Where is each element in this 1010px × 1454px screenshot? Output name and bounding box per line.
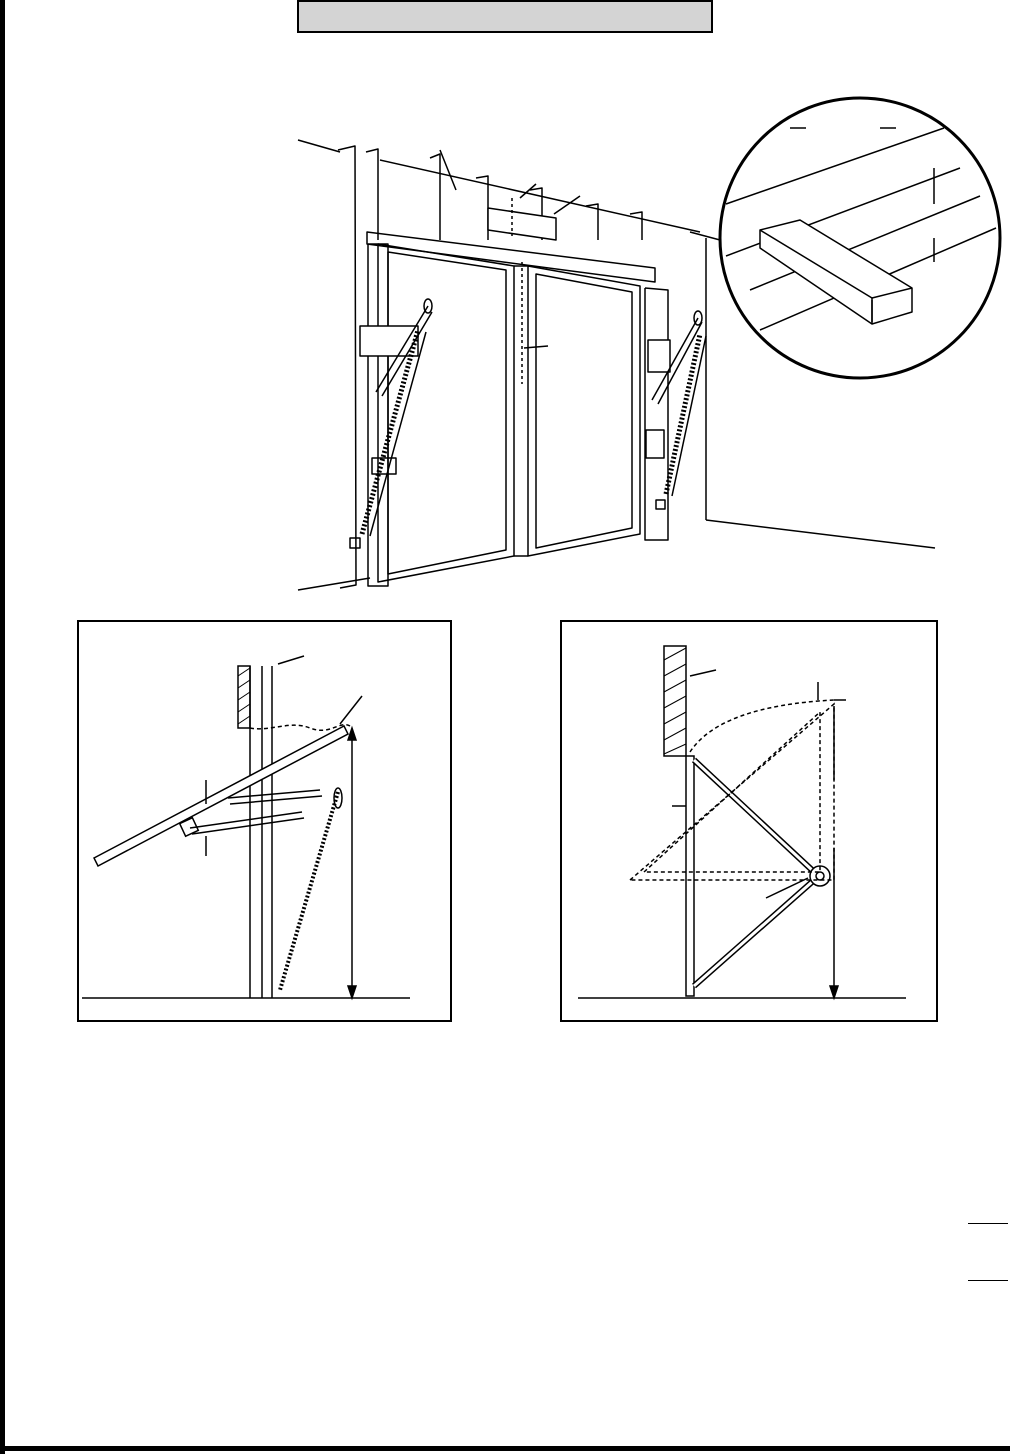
margin-rule-1 (968, 1223, 1008, 1224)
margin-rule-2 (968, 1280, 1008, 1281)
